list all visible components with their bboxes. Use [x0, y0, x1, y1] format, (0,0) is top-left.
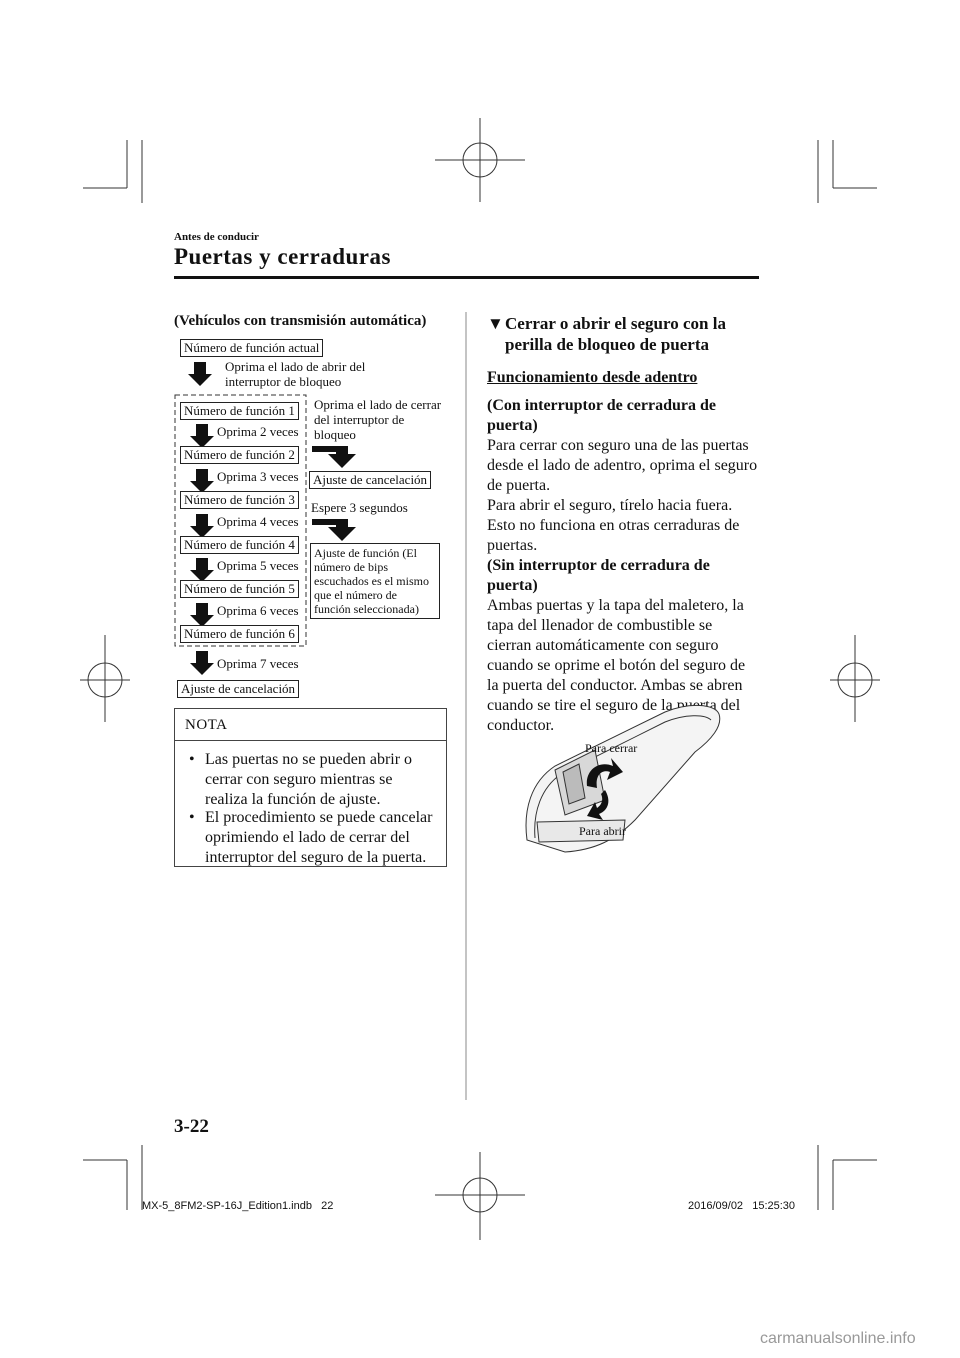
- current-function-box: Número de función actual: [180, 339, 323, 357]
- wait-label: Espere 3 segundos: [311, 500, 408, 515]
- fig-open-label: Para abrir: [579, 824, 626, 838]
- p1-title: (Con interruptor de cerradura de puerta): [487, 397, 716, 434]
- function-box-1: Número de función 1: [180, 402, 299, 420]
- page-number: 3-22: [174, 1116, 209, 1137]
- bullet-icon: •: [189, 751, 195, 768]
- press-label-5: Oprima 6 veces: [217, 603, 299, 618]
- function-box-3: Número de función 3: [180, 491, 299, 509]
- note-item-1: • Las puertas no se pueden abrir o cerrar con seguro mientras se realiza la función de ajuste.: [189, 751, 413, 808]
- press-label-4: Oprima 5 veces: [217, 558, 299, 573]
- p2: Para abrir el seguro, tírelo hacia fuera.: [487, 497, 733, 514]
- press-close-label: Oprima el lado de cerrar del interruptor de bloqueo: [314, 397, 442, 442]
- right-subheading: Funcionamiento desde adentro: [487, 369, 698, 386]
- fig-close-label: Para cerrar: [585, 741, 638, 755]
- right-heading: Cerrar o abrir el seguro con la perilla de bloqueo de puerta: [505, 314, 726, 354]
- watermark[interactable]: carmanualsonline.info: [760, 1330, 916, 1347]
- function-box-4: Número de función 4: [180, 536, 299, 554]
- imprint-file: MX-5_8FM2-SP-16J_Edition1.indb 22: [142, 1200, 334, 1212]
- note-divider: [175, 740, 446, 741]
- p3: Esto no funciona en otras cerraduras de puertas.: [487, 517, 740, 554]
- bent-arrow-icon: [310, 513, 366, 543]
- press-label-2: Oprima 3 veces: [217, 469, 299, 484]
- right-body: [487, 396, 759, 736]
- press-label-1: Oprima 2 veces: [217, 424, 299, 439]
- bullet-icon: •: [189, 809, 195, 826]
- function-box-2: Número de función 2: [180, 446, 299, 464]
- header-section: Antes de conducir: [174, 231, 259, 243]
- press-label-6: Oprima 7 veces: [217, 656, 299, 671]
- note-title: NOTA: [185, 717, 228, 733]
- note-item-2: • El procedimiento se puede cancelar oprimiendo el lado de cerrar del interruptor del seguro de la puerta.: [189, 809, 433, 866]
- right-heading-block: [487, 313, 757, 355]
- cancel-box: Ajuste de cancelación: [177, 680, 299, 698]
- triangle-down-icon: ▼: [487, 314, 504, 333]
- press-open-label: Oprima el lado de abrir del interruptor de bloqueo: [225, 359, 366, 389]
- function-box-5: Número de función 5: [180, 580, 299, 598]
- p4: Ambas puertas y la tapa del maletero, la tapa del llenador de combustible se cierran automáticamente con seguro cuando se oprime el botón del seguro de la puerta del conductor. Ambas se abren cuando se tire el seguro de la puerta del conductor.: [487, 597, 746, 734]
- imprint-timestamp: 2016/09/02 15:25:30: [688, 1200, 796, 1212]
- page-title: Puertas y cerraduras: [174, 244, 391, 269]
- cancel-box-right: Ajuste de cancelación: [309, 471, 431, 489]
- note-box: [174, 708, 447, 867]
- function-box-6: Número de función 6: [180, 625, 299, 643]
- left-heading: (Vehículos con transmisión automática): [174, 313, 427, 329]
- function-setting-box: Ajuste de función (El número de bips escuchados es el mismo que el número de función seleccionada): [310, 543, 440, 619]
- press-label-3: Oprima 4 veces: [217, 514, 299, 529]
- p4-title: (Sin interruptor de cerradura de puerta): [487, 557, 710, 594]
- bent-arrow-icon: [310, 440, 366, 470]
- p1: Para cerrar con seguro una de las puertas desde el lado de adentro, oprima el seguro de puerta.: [487, 437, 758, 494]
